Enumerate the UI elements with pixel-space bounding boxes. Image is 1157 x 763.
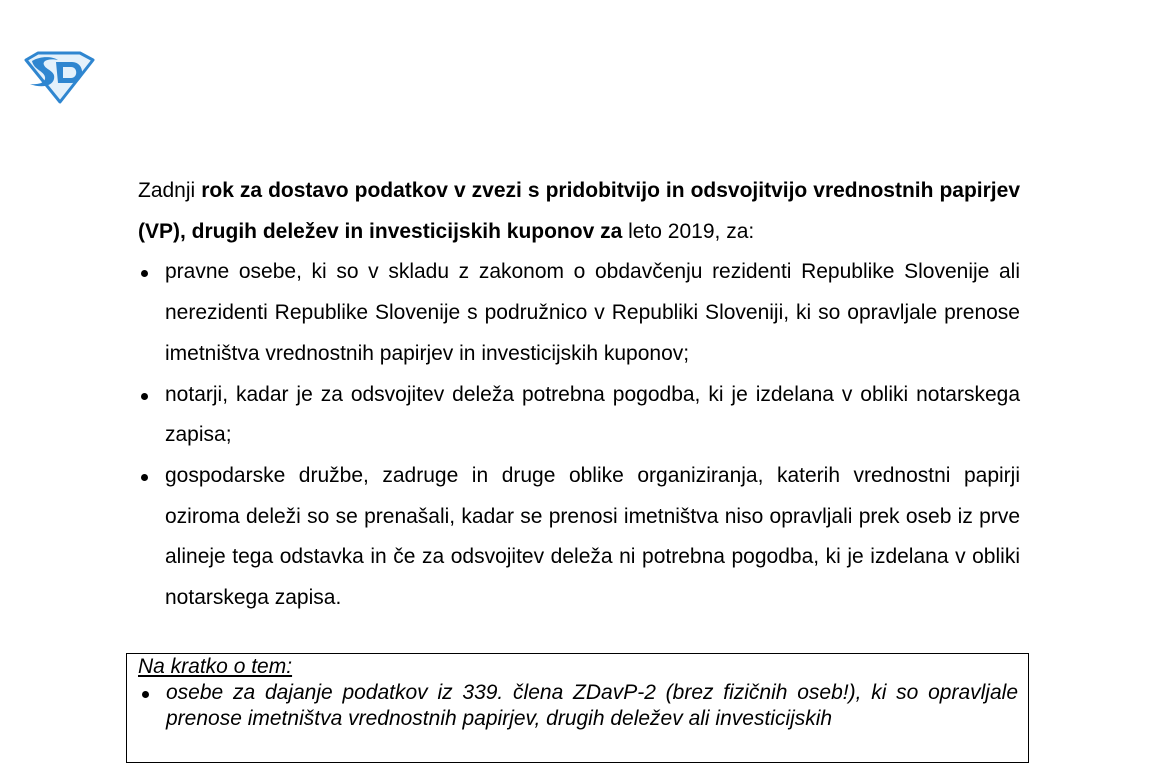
logo (22, 50, 96, 104)
summary-box (126, 653, 1029, 763)
list-item: pravne osebe, ki so v skladu z zakonom o obdavčenju rezidenti Republike Slovenije ali nerezidenti Republike Slovenije s podružnico v Republiki Sloveniji, ki so opravljale prenose imetništva vrednostnih papirjev in investicijskih kuponov; (138, 252, 1020, 374)
sd-shield-logo-icon (22, 50, 96, 104)
intro-text-end: leto 2019, za: (622, 219, 755, 243)
summary-list-item: osebe za dajanje podatkov iz 339. člena ZDavP-2 (brez fizičnih oseb!), ki so opravljale prenose imetništva vrednostnih papirjev, drugih deležev ali investicijskih (138, 680, 1018, 731)
intro-bold-text: rok za dostavo podatkov v zvezi s pridobitvijo in odsvojitvijo vrednostnih papirjev (VP), drugih deležev in investicijskih kuponov za (138, 179, 1020, 243)
intro-text-start: Zadnji (138, 179, 202, 202)
summary-title: Na kratko o tem: (138, 655, 293, 678)
list-item: gospodarske družbe, zadruge in druge oblike organiziranja, katerih vrednostni papirji oziroma deleži so se prenašali, kadar se prenosi imetništva niso opravljali prek oseb iz prve alineje tega odstavka in če za odsvojitev deleža ni potrebna pogodba, ki je izdelana v obliki notarskega zapisa. (138, 456, 1020, 619)
bullet-list (138, 252, 1020, 618)
intro-paragraph (138, 171, 1020, 252)
document-body (138, 171, 1020, 619)
summary-list (138, 680, 1018, 731)
list-item: notarji, kadar je za odsvojitev deleža potrebna pogodba, ki je izdelana v obliki notarskega zapisa; (138, 375, 1020, 456)
